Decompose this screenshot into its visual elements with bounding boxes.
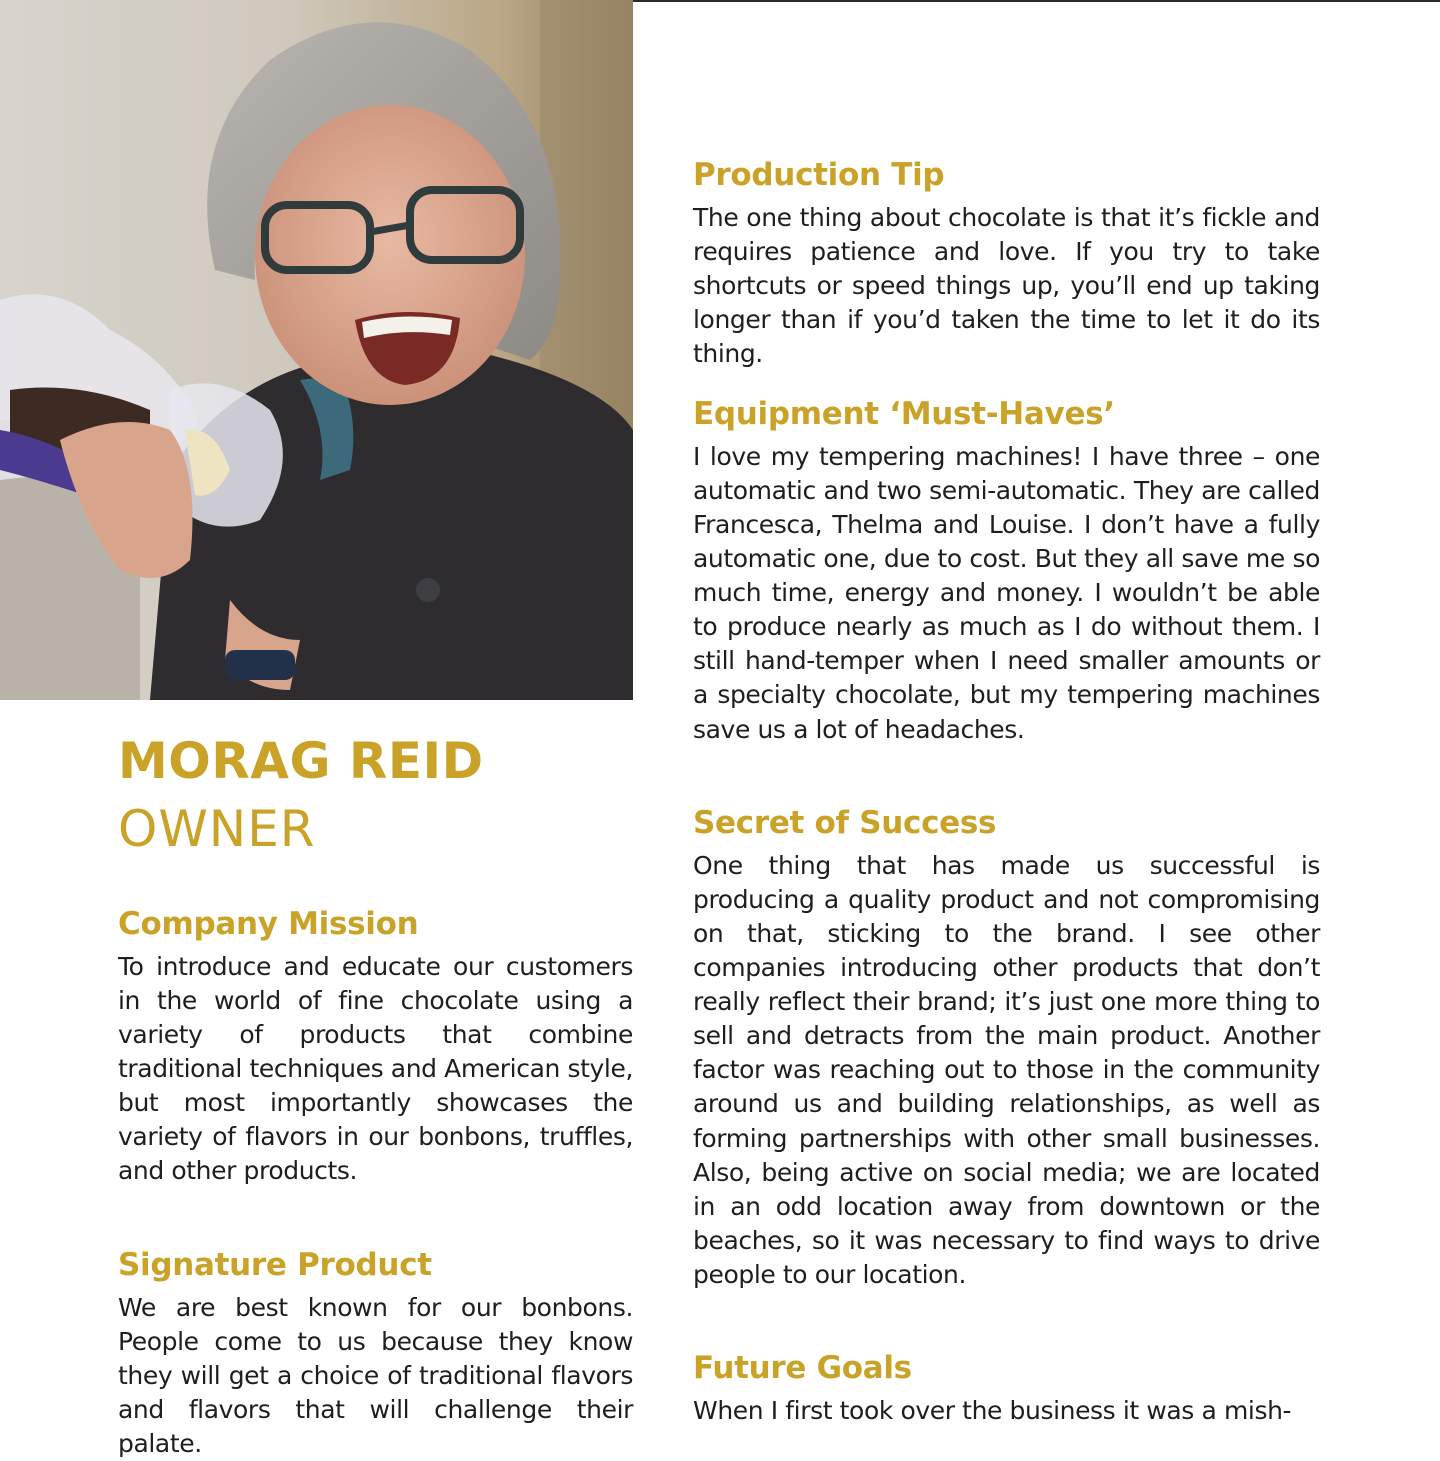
production-tip-body: The one thing about chocolate is that it’s fickle and requires patience and love. If you try to take shortcuts or speed things up, you’ll end up taking longer than if you’d taken the time to let it do its thing.	[693, 202, 1320, 369]
person-role: OWNER	[118, 800, 316, 858]
signature-product-heading: Signature Product	[118, 1247, 432, 1283]
secret-of-success-section	[693, 804, 1320, 1292]
future-goals-body: When I first took over the business it was a mish-	[693, 1395, 1292, 1425]
portrait-photo	[0, 0, 633, 700]
equipment-body: I love my tempering machines! I have three – one automatic and two semi-automatic. They are called Francesca, Thelma and Louise. I don’t have a fully automatic one, due to cost. But they all save me so much time, energy and money. I wouldn’t be able to produce nearly as much as I do without them. I still hand-temper when I need smaller amounts or a specialty chocolate, but my tempering machines save us a lot of headaches.	[693, 441, 1320, 744]
production-tip-heading: Production Tip	[693, 157, 945, 193]
secret-of-success-heading: Secret of Success	[693, 805, 997, 841]
future-goals-section	[693, 1349, 1320, 1428]
portrait-photo-icon	[0, 0, 633, 700]
future-goals-heading: Future Goals	[693, 1350, 912, 1386]
person-name: MORAG REID	[118, 732, 484, 790]
production-tip-section	[693, 156, 1320, 371]
signature-product-body: We are best known for our bonbons. People come to us because they know they will get a choice of traditional flavors and flavors that will challenge their palate.	[118, 1292, 633, 1459]
secret-of-success-body: One thing that has made us successful is producing a quality product and not compromising on that, sticking to the brand. I see other companies introducing other products that don’t really reflect their brand; it’s just one more thing to sell and detracts from the main product. Another factor was reaching out to those in the community around us and building relationships, as well as forming partnerships with other small businesses. Also, being active on social media; we are located in an odd location away from downtown or the beaches, so it was necessary to find ways to drive people to our location.	[693, 850, 1320, 1289]
top-rule	[633, 0, 1440, 2]
signature-product-section	[118, 1246, 633, 1461]
company-mission-section	[118, 905, 633, 1188]
equipment-section	[693, 395, 1320, 747]
company-mission-body: To introduce and educate our customers in the world of fine chocolate using a variety of products that combine traditional techniques and American style, but most importantly showcases the variety of flavors in our bonbons, truffles, and other products.	[118, 951, 633, 1186]
company-mission-heading: Company Mission	[118, 906, 419, 942]
equipment-heading: Equipment ‘Must-Haves’	[693, 396, 1115, 432]
